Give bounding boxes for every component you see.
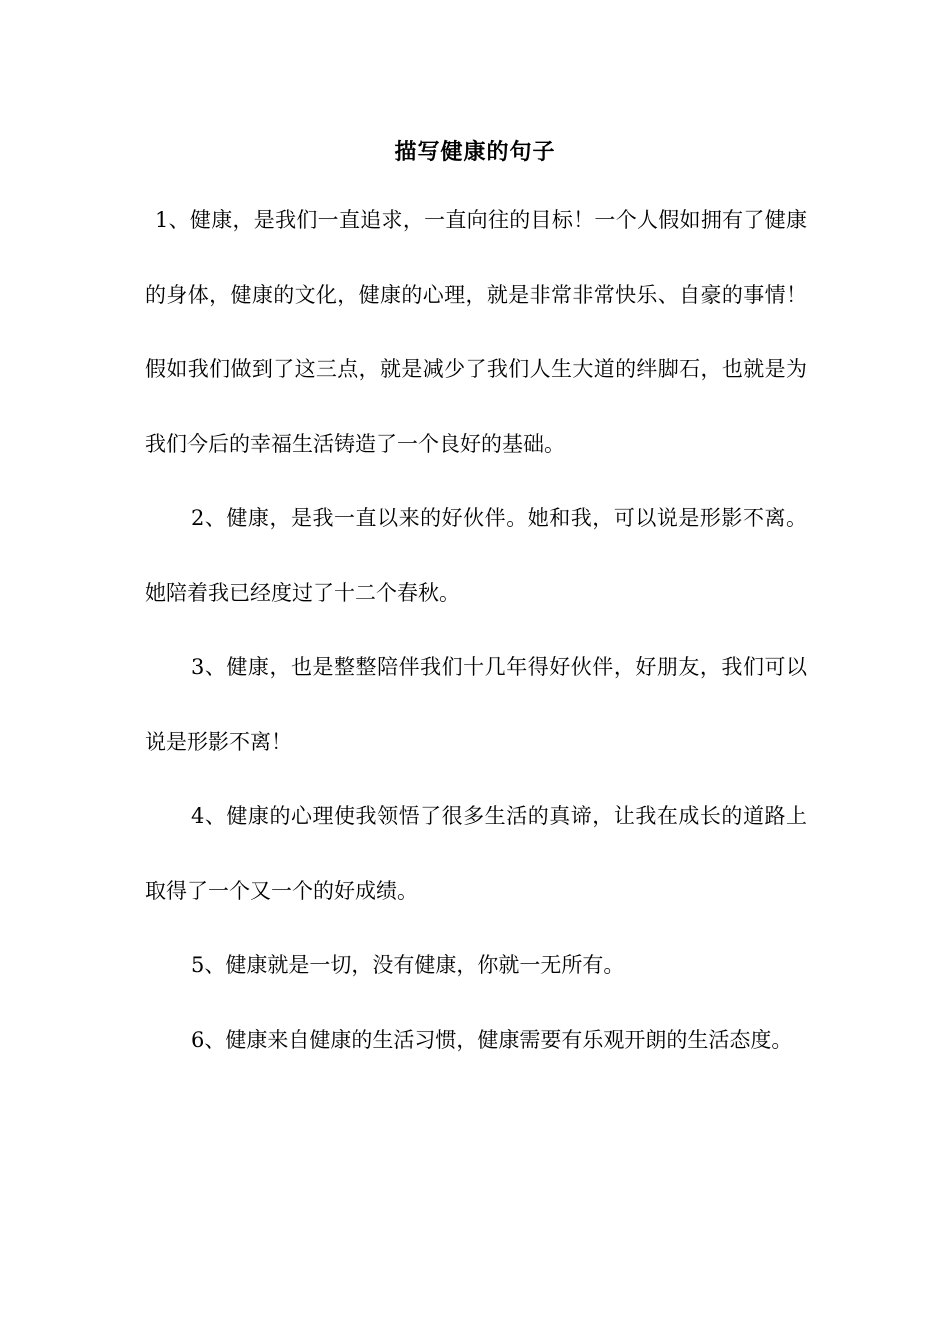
- paragraph-4: 4、健康的心理使我领悟了很多生活的真谛，让我在成长的道路上取得了一个又一个的好成绩。: [145, 804, 807, 903]
- paragraph-3: 3、健康，也是整整陪伴我们十几年得好伙伴，好朋友，我们可以说是形影不离！: [145, 655, 807, 754]
- paragraph-2: 2、健康，是我一直以来的好伙伴。她和我，可以说是形影不离。她陪着我已经度过了十二个春秋。: [145, 506, 807, 605]
- paragraph-6: 6、健康来自健康的生活习惯，健康需要有乐观开朗的生活态度。: [191, 1027, 793, 1052]
- paragraph-1: 1、健康，是我们一直追求，一直向往的目标！一个人假如拥有了健康的身体，健康的文化，健康的心理，就是非常非常快乐、自豪的事情！假如我们做到了这三点，就是减少了我们人生大道的绊脚石，也就是为我们今后的幸福生活铸造了一个良好的基础。: [145, 208, 807, 456]
- paragraph-5: 5、健康就是一切，没有健康，你就一无所有。: [191, 953, 625, 977]
- document-title: 描写健康的句子: [394, 139, 556, 165]
- document-body: [145, 183, 807, 1077]
